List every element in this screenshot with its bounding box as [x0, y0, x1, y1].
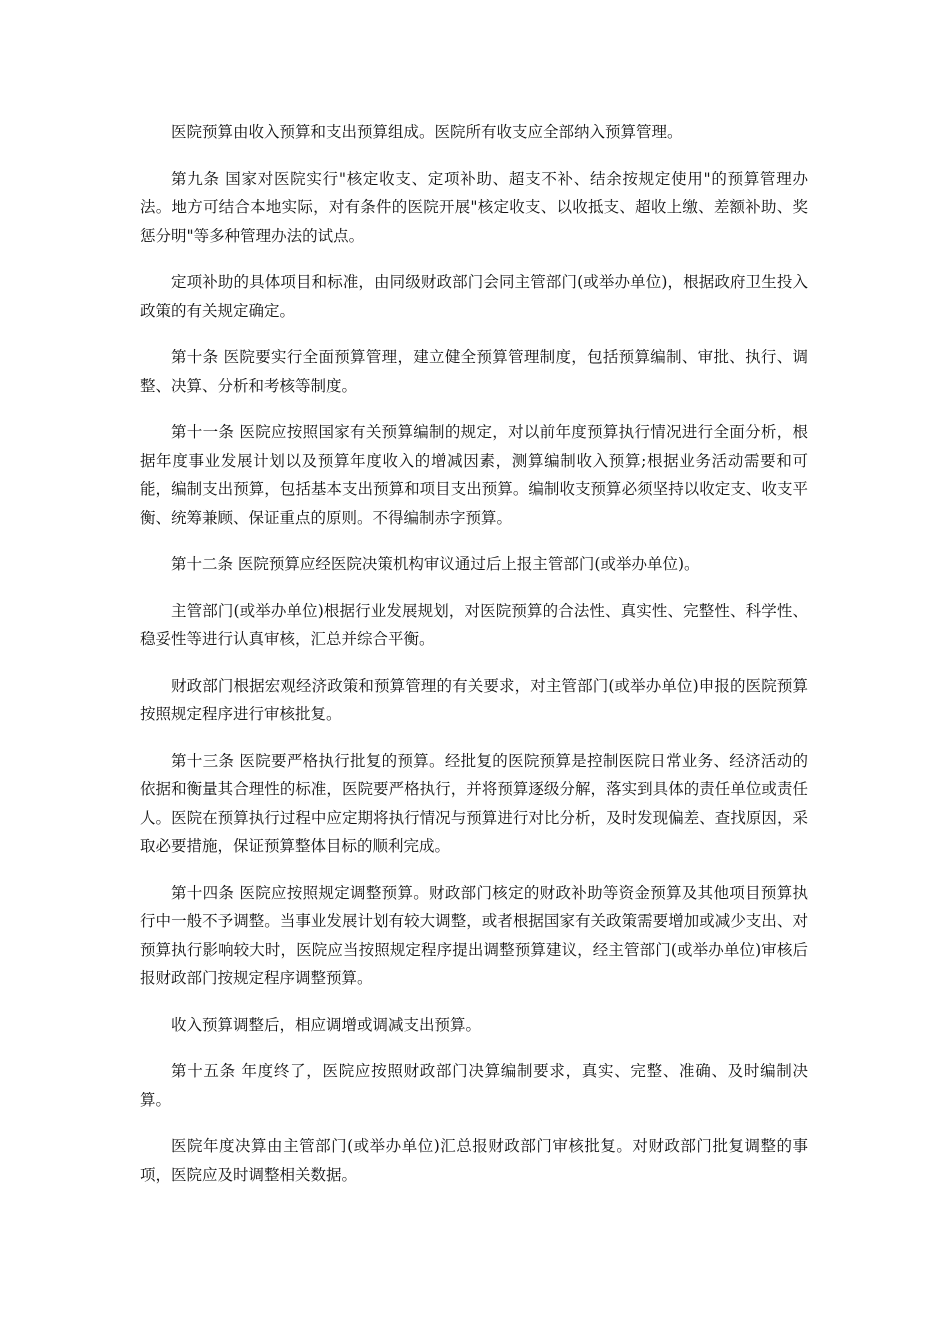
paragraph-fixed-subsidy: 定项补助的具体项目和标准，由同级财政部门会同主管部门(或举办单位)，根据政府卫生投入政策的有关规定确定。: [140, 273, 808, 320]
paragraph-article-11: 第十一条 医院应按照国家有关预算编制的规定，对以前年度预算执行情况进行全面分析，根据年度事业发展计划以及预算年度收入的增减因素，测算编制收入预算;根据业务活动需要和可能，编制支出预算，包括基本支出预算和项目支出预算。编制收支预算必须坚持以收定支、收支平衡、统筹兼顾、保证重点的原则。不得编制赤字预算。: [140, 423, 808, 527]
paragraph-annual-final-account: 医院年度决算由主管部门(或举办单位)汇总报财政部门审核批复。对财政部门批复调整的事项，医院应及时调整相关数据。: [140, 1137, 808, 1184]
paragraph-article-15: 第十五条 年度终了，医院应按照财政部门决算编制要求，真实、完整、准确、及时编制决算。: [140, 1062, 808, 1109]
paragraph-article-12: 第十二条 医院预算应经医院决策机构审议通过后上报主管部门(或举办单位)。: [171, 555, 700, 573]
document-body: [140, 118, 808, 1207]
paragraph-authority-review: 主管部门(或举办单位)根据行业发展规划，对医院预算的合法性、真实性、完整性、科学性、稳妥性等进行认真审核，汇总并综合平衡。: [140, 601, 808, 648]
paragraph-finance-approval: 财政部门根据宏观经济政策和预算管理的有关要求，对主管部门(或举办单位)申报的医院预算按照规定程序进行审核批复。: [140, 676, 808, 723]
paragraph-article-10: 第十条 医院要实行全面预算管理，建立健全预算管理制度，包括预算编制、审批、执行、调整、决算、分析和考核等制度。: [140, 348, 808, 395]
paragraph-article-14: 第十四条 医院应按照规定调整预算。财政部门核定的财政补助等资金预算及其他项目预算执行中一般不予调整。当事业发展计划有较大调整，或者根据国家有关政策需要增加或减少支出、对预算执行影响较大时，医院应当按照规定程序提出调整预算建议，经主管部门(或举办单位)审核后报财政部门按规定程序调整预算。: [140, 883, 808, 987]
paragraph-article-13: 第十三条 医院要严格执行批复的预算。经批复的医院预算是控制医院日常业务、经济活动的依据和衡量其合理性的标准，医院要严格执行，并将预算逐级分解，落实到具体的责任单位或责任人。医院在预算执行过程中应定期将执行情况与预算进行对比分析，及时发现偏差、查找原因，采取必要措施，保证预算整体目标的顺利完成。: [140, 751, 808, 855]
paragraph-article-9: 第九条 国家对医院实行"核定收支、定项补助、超支不补、结余按规定使用"的预算管理办法。地方可结合本地实际，对有条件的医院开展"核定收支、以收抵支、超收上缴、差额补助、奖惩分明"等多种管理办法的试点。: [140, 169, 808, 245]
paragraph-income-adjustment: 收入预算调整后，相应调增或调减支出预算。: [171, 1015, 482, 1034]
paragraph-budget-composition: 医院预算由收入预算和支出预算组成。医院所有收支应全部纳入预算管理。: [171, 123, 683, 141]
